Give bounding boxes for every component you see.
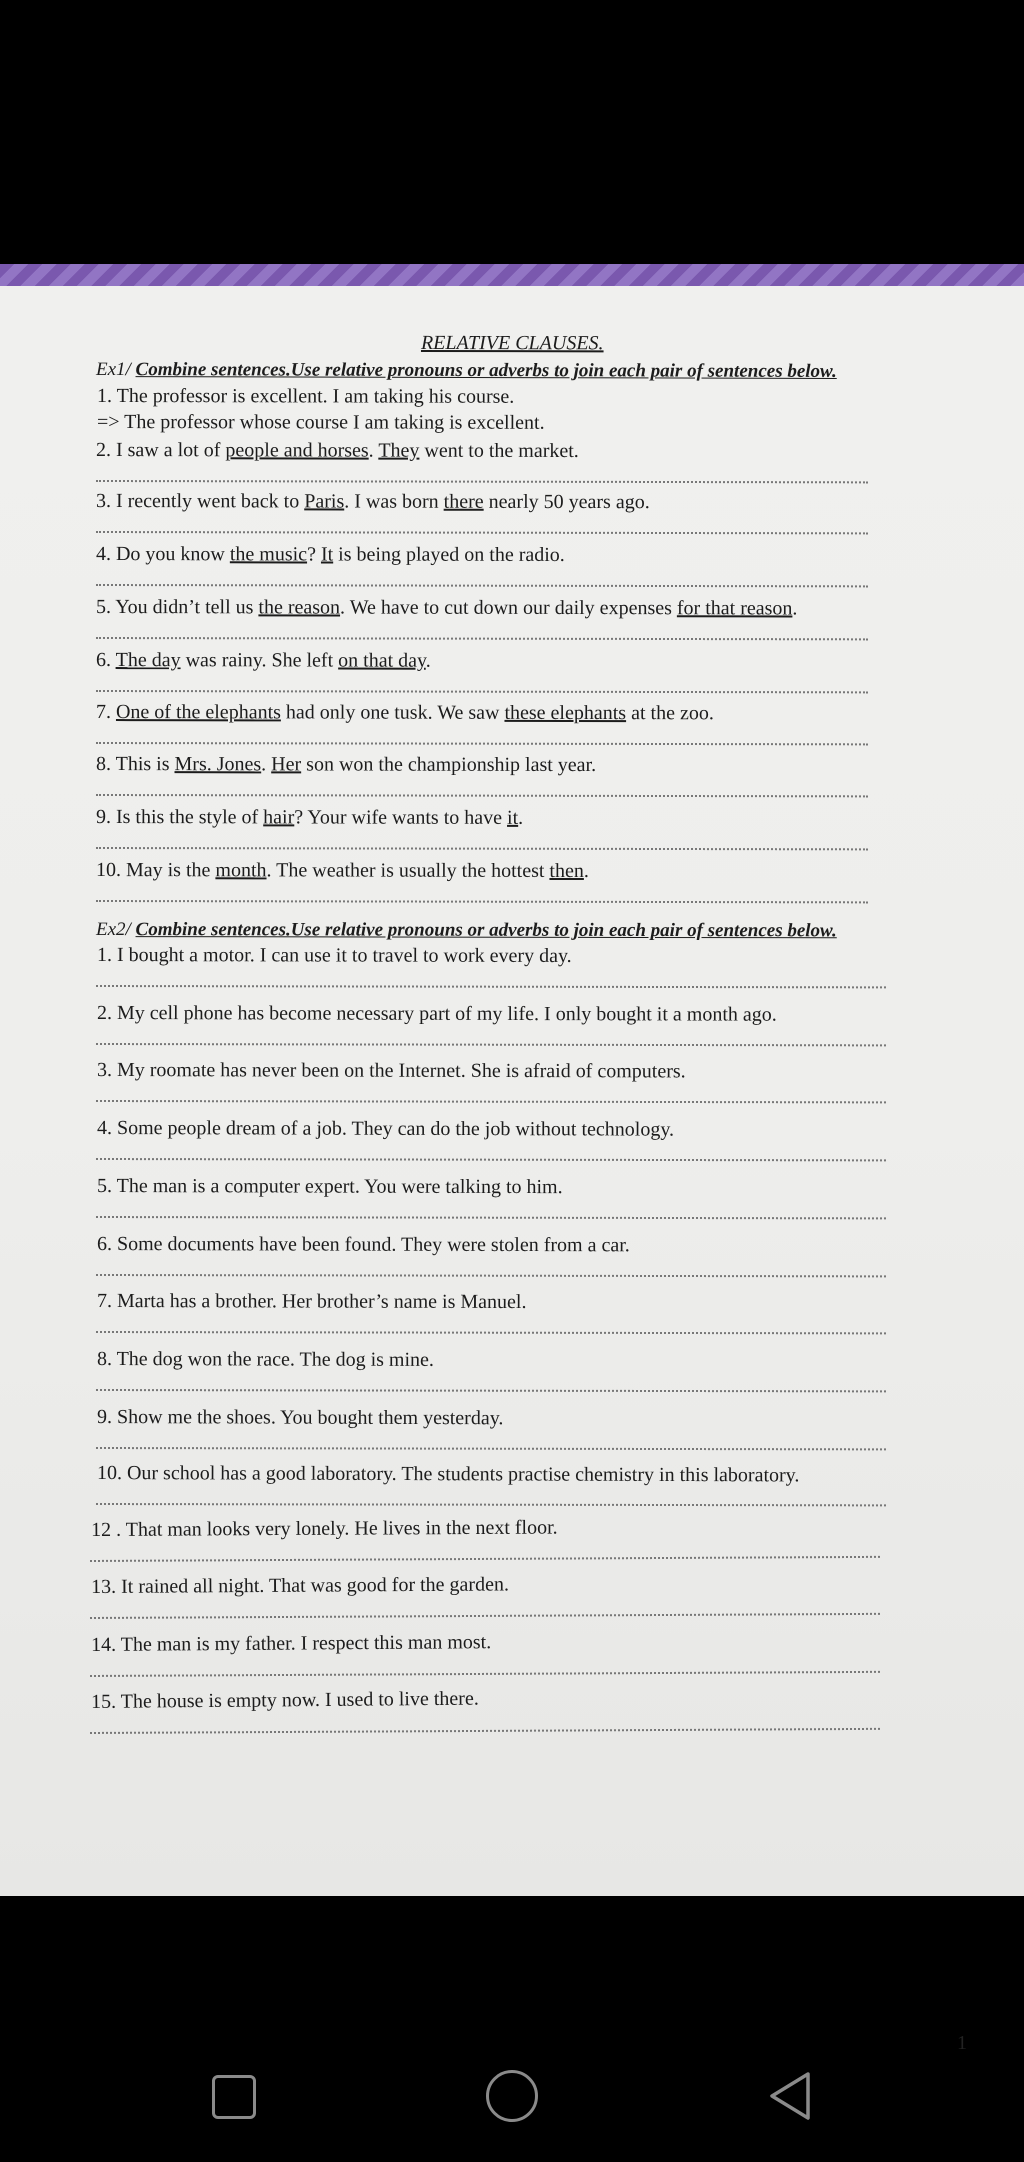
item-text: . <box>518 806 524 829</box>
exercise-2-item: 14. The man is my father. I respect this man most. <box>91 1631 492 1656</box>
back-triangle-icon[interactable] <box>764 2070 814 2122</box>
answer-line <box>96 742 868 745</box>
exercise-instruction: Combine sentences.Use relative pronouns or adverbs to join each pair of sentences below. <box>135 919 837 942</box>
item-text: son won the championship last year. <box>301 753 597 777</box>
exercise-instruction: Combine sentences.Use relative pronouns or adverbs to join each pair of sentences below. <box>135 359 837 382</box>
answer-line <box>96 985 886 988</box>
item-text: . I was born <box>344 490 444 513</box>
answer-line <box>96 1447 886 1450</box>
item-text: 5. You didn’t tell us <box>95 596 259 619</box>
exercise-2-heading <box>96 919 837 942</box>
item-text: ? Your wife wants to have <box>294 806 508 829</box>
exercise-2-item: 6. Some documents have been found. They were stolen from a car. <box>96 1233 630 1257</box>
item-text: . <box>368 439 379 462</box>
item-text: 8. This is <box>95 753 175 776</box>
exercise-label: Ex2/ <box>95 919 136 941</box>
item-text: 4. Do you know <box>95 543 230 566</box>
exercise-2-item: 2. My cell phone has become necessary part of my life. I only bought it a month ago. <box>96 1002 777 1026</box>
item-text: . <box>792 597 798 620</box>
underlined-phrase: It <box>320 543 334 566</box>
example-answer: => The professor whose course I am taking is excellent. <box>96 411 545 434</box>
answer-line <box>96 1100 886 1103</box>
example-question: 1. The professor is excellent. I am taking his course. <box>96 385 515 408</box>
answer-line <box>96 690 868 693</box>
item-text: . We have to cut down our daily expenses <box>340 596 677 620</box>
item-text: went to the market. <box>419 439 579 463</box>
underlined-phrase: Paris <box>304 490 345 513</box>
page-number: 1 <box>957 2032 967 2054</box>
exercise-2-item: 7. Marta has a brother. Her brother’s name is Manuel. <box>96 1290 527 1314</box>
underlined-phrase: for that reason <box>676 597 793 620</box>
exercise-1-item <box>96 859 589 883</box>
answer-line <box>90 1728 880 1734</box>
answer-line <box>96 1503 886 1506</box>
answer-line <box>96 900 868 903</box>
underlined-phrase: hair <box>263 806 295 829</box>
answer-line <box>96 1158 886 1161</box>
underlined-phrase: these elephants <box>504 701 627 725</box>
answer-line <box>90 1556 880 1562</box>
answer-line <box>96 584 868 587</box>
answer-line <box>96 531 868 534</box>
answer-line <box>90 1671 880 1677</box>
item-text: 10. May is the <box>95 859 216 882</box>
underlined-phrase: Her <box>271 753 302 776</box>
answer-line <box>96 1216 886 1219</box>
item-text: . <box>261 753 272 776</box>
exercise-label: Ex1/ <box>95 359 136 381</box>
exercise-1-item <box>96 490 650 514</box>
exercise-1-item <box>96 543 565 567</box>
square-icon[interactable] <box>212 2075 256 2119</box>
underlined-phrase: people and horses <box>225 439 369 462</box>
item-text: 6. <box>95 649 116 672</box>
exercise-1-item <box>96 806 523 830</box>
exercise-2-item: 8. The dog won the race. The dog is mine. <box>96 1348 434 1371</box>
exercise-2-item: 4. Some people dream of a job. They can do the job without technology. <box>96 1117 675 1141</box>
answer-line <box>96 1043 886 1046</box>
exercise-1-item <box>96 649 431 673</box>
item-text: had only one tusk. We saw <box>280 701 505 724</box>
underlined-phrase: the music <box>229 543 308 566</box>
circle-icon[interactable] <box>486 2070 538 2122</box>
exercise-1-item <box>96 701 714 725</box>
answer-line <box>96 637 868 640</box>
underlined-phrase: One of the elephants <box>115 701 281 724</box>
exercise-2-item: 9. Show me the shoes. You bought them yesterday. <box>96 1406 504 1430</box>
item-text: . <box>583 860 589 883</box>
item-text: 3. I recently went back to <box>95 490 305 513</box>
item-text: . The weather is usually the hottest <box>266 859 550 882</box>
underlined-phrase: it <box>507 806 519 829</box>
exercise-2-item: 3. My roomate has never been on the Internet. She is afraid of computers. <box>96 1059 686 1083</box>
item-text: 2. I saw a lot of <box>95 439 226 462</box>
underlined-phrase: on that day <box>338 649 426 672</box>
underlined-phrase: there <box>443 490 484 513</box>
underlined-phrase: They <box>378 439 420 462</box>
item-text: 7. <box>95 701 116 724</box>
underlined-phrase: The day <box>115 649 181 672</box>
answer-line <box>96 1331 886 1334</box>
exercise-2-item: 10. Our school has a good laboratory. The students practise chemistry in this laboratory. <box>96 1462 800 1487</box>
answer-line <box>96 794 868 797</box>
item-text: at the zoo. <box>626 702 714 725</box>
underlined-phrase: the reason <box>258 596 341 619</box>
item-text: was rainy. She left <box>180 649 339 672</box>
worksheet-title: RELATIVE CLAUSES. <box>420 332 604 355</box>
exercise-2-item: 12 . That man looks very lonely. He lives in the next floor. <box>91 1516 558 1541</box>
exercise-2-item: 15. The house is empty now. I used to live there. <box>91 1687 479 1713</box>
exercise-1-heading <box>96 359 837 383</box>
answer-line <box>96 1274 886 1277</box>
exercise-1-item <box>96 753 596 777</box>
item-text: . <box>425 649 431 672</box>
item-text: nearly 50 years ago. <box>483 490 650 514</box>
item-text: is being played on the radio. <box>333 543 565 566</box>
exercise-1-item <box>96 439 579 463</box>
answer-line <box>90 1613 880 1619</box>
answer-line <box>96 1389 886 1392</box>
exercise-2-item: 1. I bought a motor. I can use it to travel to work every day. <box>96 944 572 967</box>
answer-line <box>96 480 868 483</box>
worksheet-paper <box>0 286 1024 2054</box>
underlined-phrase: Mrs. Jones <box>174 753 262 776</box>
item-text: ? <box>307 543 321 566</box>
exercise-1-item <box>96 596 797 620</box>
underlined-phrase: month <box>215 859 267 882</box>
answer-line <box>96 847 868 850</box>
exercise-2-item: 13. It rained all night. That was good for the garden. <box>91 1573 509 1598</box>
exercise-2-item: 5. The man is a computer expert. You were talking to him. <box>96 1175 563 1199</box>
underlined-phrase: then <box>549 859 584 883</box>
item-text: 9. Is this the style of <box>95 806 264 829</box>
